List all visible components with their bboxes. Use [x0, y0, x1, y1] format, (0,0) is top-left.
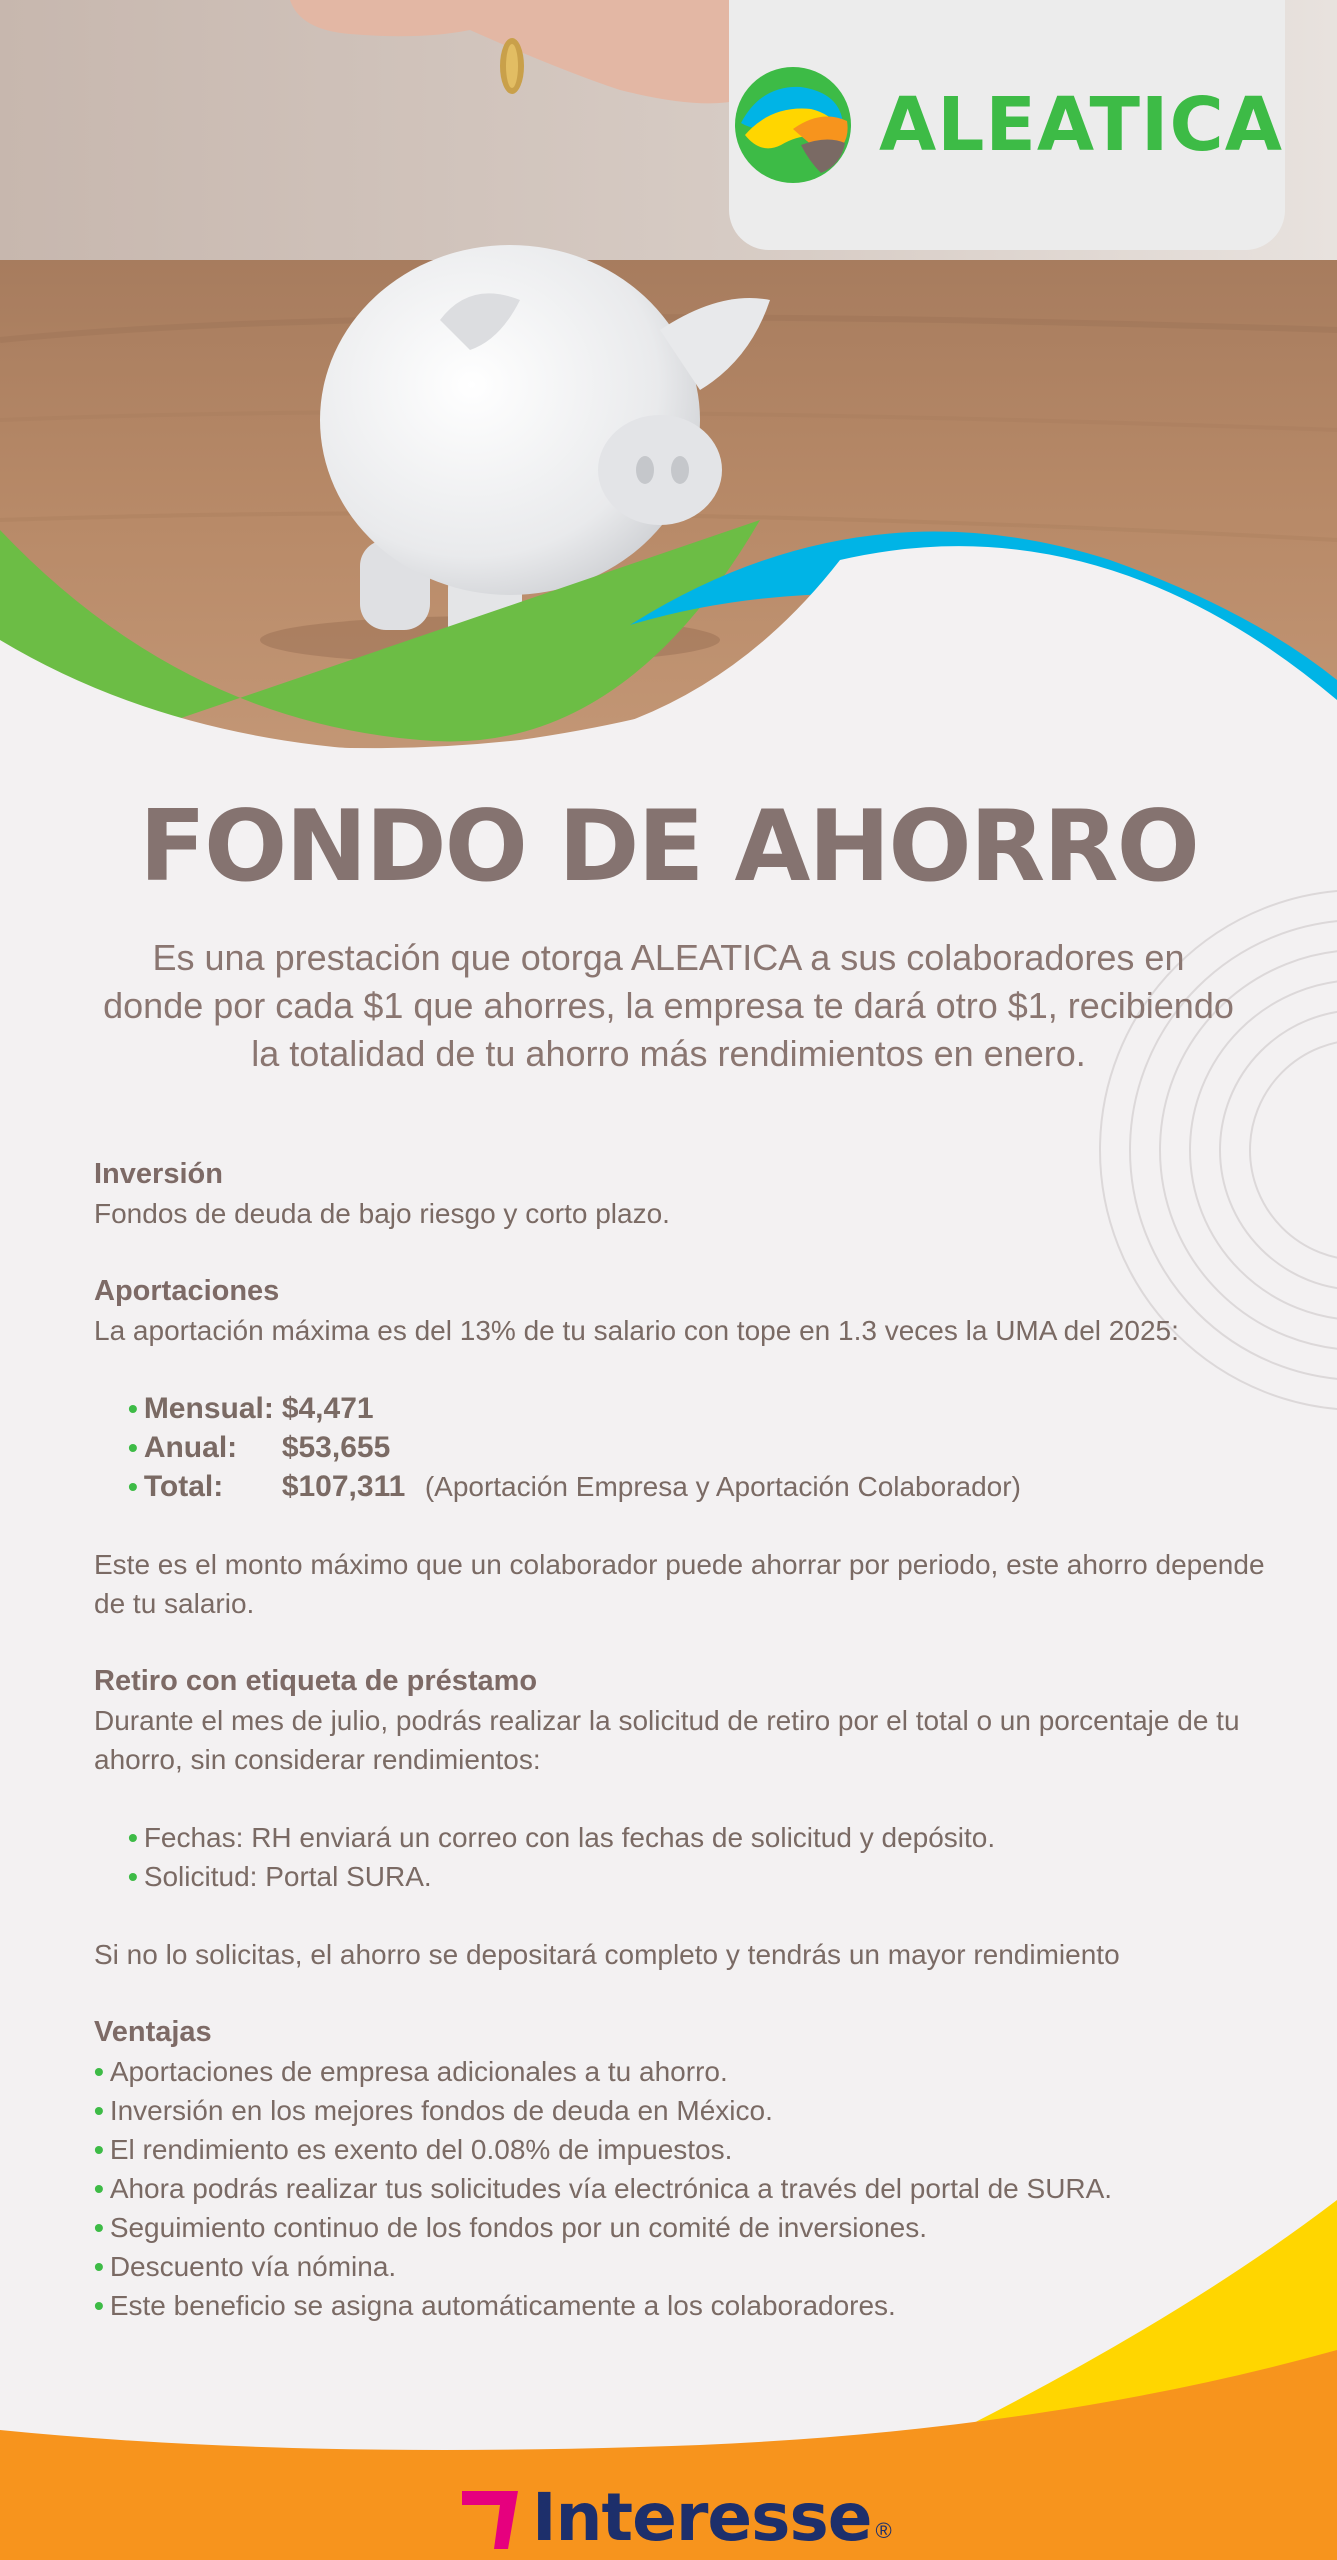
bullet-icon: • [94, 2134, 104, 2165]
bullet-icon: • [128, 1861, 138, 1892]
page-title: FONDO DE AHORRO [139, 790, 1198, 904]
retiro-list [94, 1818, 1294, 1896]
list-item: • Mensual: $4,471 [128, 1392, 374, 1425]
aportaciones-text: La aportación máxima es del 13% de tu salario con tope en 1.3 veces la UMA del 2025: [94, 1315, 1179, 1346]
list-item: • Aportaciones de empresa adicionales a tu ahorro. [94, 2056, 728, 2087]
bullet-icon: • [94, 2056, 104, 2087]
list-item: • El rendimiento es exento del 0.08% de impuestos. [94, 2134, 733, 2165]
aportaciones-footnote: Este es el monto máximo que un colaborador puede ahorrar por periodo, este ahorro depende de tu salario. [94, 1549, 1265, 1619]
list-item: • Este beneficio se asigna automáticamente a los colaboradores. [94, 2290, 896, 2321]
bullet-icon: • [94, 2173, 104, 2204]
list-item: • Anual: $53,655 [128, 1431, 391, 1464]
list-item: • Inversión en los mejores fondos de deuda en México. [94, 2095, 773, 2126]
aleatica-logo-card [729, 0, 1285, 250]
aleatica-wordmark: ALEATICA [878, 82, 1284, 168]
aportaciones-heading: Aportaciones [94, 1275, 280, 1307]
inversion-heading: Inversión [94, 1158, 223, 1190]
intro-paragraph: Es una prestación que otorga ALEATICA a sus colaboradores en donde por cada $1 que ahorres, la empresa te dará otro $1, recibiendo la totalidad de tu ahorro más rendimientos en enero. [103, 937, 1234, 1074]
inversion-text: Fondos de deuda de bajo riesgo y corto plazo. [94, 1198, 670, 1229]
bullet-icon: • [128, 1471, 138, 1502]
registered-mark: ® [875, 2518, 892, 2543]
interesse-logo-icon [460, 2485, 532, 2551]
list-item: • Solicitud: Portal SURA. [128, 1861, 432, 1892]
list-item: • Seguimiento continuo de los fondos por un comité de inversiones. [94, 2212, 927, 2243]
interesse-logo [460, 2479, 892, 2556]
bullet-icon: • [128, 1432, 138, 1463]
bullet-icon: • [94, 2212, 104, 2243]
bullet-icon: • [94, 2290, 104, 2321]
bullet-icon: • [94, 2251, 104, 2282]
list-item: • Ahora podrás realizar tus solicitudes vía electrónica a través del portal de SURA. [94, 2173, 1113, 2204]
list-item: • Total: $107,311 (Aportación Empresa y Aportación Colaborador) [128, 1470, 1021, 1503]
retiro-text: Durante el mes de julio, podrás realizar la solicitud de retiro por el total o un porcentaje de tu ahorro, sin considerar rendimientos: [94, 1705, 1240, 1775]
list-item: • Descuento vía nómina. [94, 2251, 397, 2282]
list-item: • Fechas: RH enviará un correo con las fechas de solicitud y depósito. [128, 1822, 996, 1853]
bullet-icon: • [128, 1393, 138, 1424]
retiro-heading: Retiro con etiqueta de préstamo [94, 1665, 538, 1697]
aleatica-logo-icon [731, 65, 857, 185]
ventajas-heading: Ventajas [94, 2016, 212, 2048]
content-body [94, 1155, 1294, 2325]
retiro-footnote: Si no lo solicitas, el ahorro se depositará completo y tendrás un mayor rendimiento [94, 1939, 1120, 1970]
interesse-wordmark: Interesse [532, 2479, 872, 2556]
aportaciones-list [94, 1389, 1294, 1506]
bullet-icon: • [94, 2095, 104, 2126]
bullet-icon: • [128, 1822, 138, 1853]
